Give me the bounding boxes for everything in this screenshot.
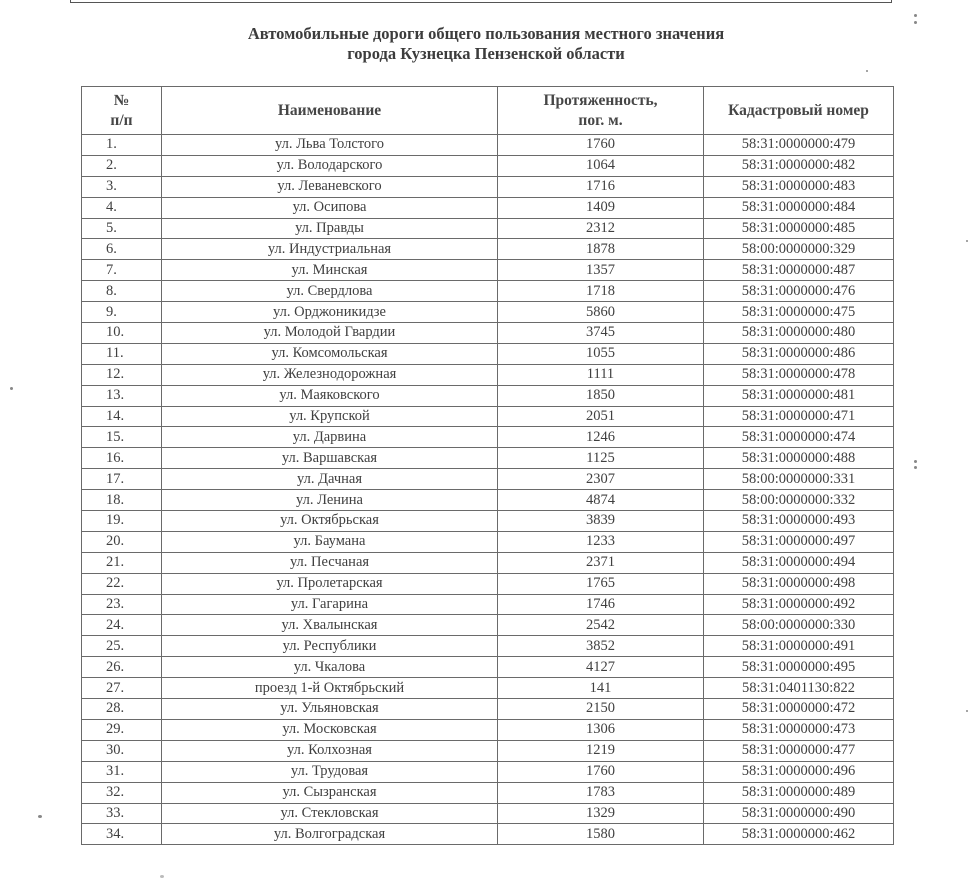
row-cadastral-number: 58:31:0000000:472: [704, 699, 894, 720]
row-road-name: ул. Орджоникидзе: [162, 302, 498, 323]
row-length: 2307: [498, 469, 704, 490]
row-number: 19.: [82, 511, 162, 532]
table-row: [82, 448, 894, 469]
header-length: Протяженность, пог. м.: [498, 87, 704, 135]
table-row: [82, 803, 894, 824]
row-length: 141: [498, 678, 704, 699]
row-cadastral-number: 58:31:0000000:483: [704, 176, 894, 197]
row-number: 4.: [82, 197, 162, 218]
row-length: 1111: [498, 364, 704, 385]
header-name: Наименование: [162, 87, 498, 135]
row-cadastral-number: 58:31:0000000:476: [704, 281, 894, 302]
row-cadastral-number: 58:31:0000000:498: [704, 573, 894, 594]
row-cadastral-number: 58:31:0000000:471: [704, 406, 894, 427]
row-road-name: ул. Октябрьская: [162, 511, 498, 532]
row-cadastral-number: 58:31:0000000:473: [704, 719, 894, 740]
row-road-name: ул. Хвалынская: [162, 615, 498, 636]
row-number: 25.: [82, 636, 162, 657]
row-number: 29.: [82, 719, 162, 740]
title-line-2: города Кузнецка Пензенской области: [347, 44, 625, 63]
row-road-name: ул. Варшавская: [162, 448, 498, 469]
row-road-name: ул. Колхозная: [162, 740, 498, 761]
row-number: 11.: [82, 343, 162, 364]
table-row: [82, 364, 894, 385]
row-cadastral-number: 58:00:0000000:332: [704, 490, 894, 511]
table-row: [82, 176, 894, 197]
row-length: 1878: [498, 239, 704, 260]
table-row: [82, 218, 894, 239]
row-cadastral-number: 58:31:0000000:492: [704, 594, 894, 615]
table-row: [82, 824, 894, 845]
row-cadastral-number: 58:31:0000000:486: [704, 343, 894, 364]
row-cadastral-number: 58:31:0000000:488: [704, 448, 894, 469]
row-road-name: ул. Сызранская: [162, 782, 498, 803]
scan-speck: [866, 70, 868, 72]
row-cadastral-number: 58:31:0000000:482: [704, 155, 894, 176]
row-length: 2150: [498, 699, 704, 720]
row-road-name: ул. Трудовая: [162, 761, 498, 782]
row-road-name: ул. Леваневского: [162, 176, 498, 197]
row-road-name: ул. Маяковского: [162, 385, 498, 406]
scan-speck: [914, 460, 917, 463]
row-number: 26.: [82, 657, 162, 678]
row-cadastral-number: 58:31:0401130:822: [704, 678, 894, 699]
table-row: [82, 594, 894, 615]
row-road-name: ул. Баумана: [162, 531, 498, 552]
row-road-name: ул. Песчаная: [162, 552, 498, 573]
row-cadastral-number: 58:31:0000000:477: [704, 740, 894, 761]
table-row: [82, 531, 894, 552]
row-length: 2312: [498, 218, 704, 239]
row-number: 30.: [82, 740, 162, 761]
row-number: 2.: [82, 155, 162, 176]
row-number: 21.: [82, 552, 162, 573]
scan-speck: [914, 466, 917, 469]
row-number: 14.: [82, 406, 162, 427]
roads-table: [81, 86, 894, 845]
table-row: [82, 552, 894, 573]
row-length: 1219: [498, 740, 704, 761]
table-header-row: [82, 87, 894, 135]
table-row: [82, 135, 894, 156]
table-row: [82, 343, 894, 364]
row-length: 2542: [498, 615, 704, 636]
row-road-name: ул. Ленина: [162, 490, 498, 511]
row-length: 1783: [498, 782, 704, 803]
row-road-name: проезд 1-й Октябрьский: [162, 678, 498, 699]
row-road-name: ул. Льва Толстого: [162, 135, 498, 156]
row-cadastral-number: 58:31:0000000:475: [704, 302, 894, 323]
row-length: 1306: [498, 719, 704, 740]
row-length: 1760: [498, 761, 704, 782]
row-cadastral-number: 58:31:0000000:493: [704, 511, 894, 532]
table-row: [82, 740, 894, 761]
row-number: 12.: [82, 364, 162, 385]
header-number: № п/п: [82, 87, 162, 135]
row-number: 3.: [82, 176, 162, 197]
row-number: 23.: [82, 594, 162, 615]
row-length: 2051: [498, 406, 704, 427]
row-road-name: ул. Индустриальная: [162, 239, 498, 260]
table-row: [82, 573, 894, 594]
row-number: 13.: [82, 385, 162, 406]
row-cadastral-number: 58:31:0000000:474: [704, 427, 894, 448]
row-length: 4874: [498, 490, 704, 511]
row-length: 2371: [498, 552, 704, 573]
table-body: [82, 135, 894, 845]
row-cadastral-number: 58:31:0000000:484: [704, 197, 894, 218]
document-title: [0, 24, 972, 64]
row-cadastral-number: 58:31:0000000:491: [704, 636, 894, 657]
row-number: 27.: [82, 678, 162, 699]
row-cadastral-number: 58:31:0000000:489: [704, 782, 894, 803]
table-row: [82, 699, 894, 720]
row-road-name: ул. Стекловская: [162, 803, 498, 824]
row-road-name: ул. Крупской: [162, 406, 498, 427]
row-road-name: ул. Правды: [162, 218, 498, 239]
row-road-name: ул. Ульяновская: [162, 699, 498, 720]
row-cadastral-number: 58:31:0000000:481: [704, 385, 894, 406]
table-row: [82, 615, 894, 636]
row-cadastral-number: 58:31:0000000:497: [704, 531, 894, 552]
row-number: 15.: [82, 427, 162, 448]
row-cadastral-number: 58:31:0000000:480: [704, 323, 894, 344]
row-length: 3852: [498, 636, 704, 657]
row-road-name: ул. Республики: [162, 636, 498, 657]
table-row: [82, 197, 894, 218]
table-row: [82, 469, 894, 490]
scan-speck: [160, 875, 164, 878]
row-length: 1125: [498, 448, 704, 469]
row-number: 8.: [82, 281, 162, 302]
row-number: 31.: [82, 761, 162, 782]
row-number: 32.: [82, 782, 162, 803]
scan-speck: [914, 14, 917, 17]
row-length: 1329: [498, 803, 704, 824]
table-row: [82, 385, 894, 406]
scan-speck: [966, 240, 968, 242]
row-number: 6.: [82, 239, 162, 260]
row-number: 22.: [82, 573, 162, 594]
row-number: 20.: [82, 531, 162, 552]
table-row: [82, 302, 894, 323]
row-cadastral-number: 58:00:0000000:329: [704, 239, 894, 260]
row-road-name: ул. Дарвина: [162, 427, 498, 448]
scan-speck: [10, 387, 13, 390]
row-road-name: ул. Московская: [162, 719, 498, 740]
row-length: 3745: [498, 323, 704, 344]
row-cadastral-number: 58:00:0000000:331: [704, 469, 894, 490]
row-number: 9.: [82, 302, 162, 323]
row-cadastral-number: 58:31:0000000:490: [704, 803, 894, 824]
row-length: 1850: [498, 385, 704, 406]
row-road-name: ул. Гагарина: [162, 594, 498, 615]
table-row: [82, 155, 894, 176]
row-length: 1580: [498, 824, 704, 845]
row-road-name: ул. Осипова: [162, 197, 498, 218]
table-row: [82, 406, 894, 427]
row-number: 18.: [82, 490, 162, 511]
row-cadastral-number: 58:31:0000000:495: [704, 657, 894, 678]
header-cadastral-number: Кадастровый номер: [704, 87, 894, 135]
table-row: [82, 782, 894, 803]
row-number: 5.: [82, 218, 162, 239]
row-cadastral-number: 58:31:0000000:485: [704, 218, 894, 239]
scan-speck: [914, 21, 917, 24]
row-length: 1246: [498, 427, 704, 448]
table-row: [82, 490, 894, 511]
row-number: 1.: [82, 135, 162, 156]
row-length: 1765: [498, 573, 704, 594]
table-row: [82, 260, 894, 281]
table-row: [82, 678, 894, 699]
row-length: 1357: [498, 260, 704, 281]
table-row: [82, 427, 894, 448]
row-length: 1055: [498, 343, 704, 364]
row-number: 28.: [82, 699, 162, 720]
row-road-name: ул. Свердлова: [162, 281, 498, 302]
row-number: 17.: [82, 469, 162, 490]
title-line-1: Автомобильные дороги общего пользования местного значения: [247, 24, 725, 43]
row-length: 1409: [498, 197, 704, 218]
row-road-name: ул. Комсомольская: [162, 343, 498, 364]
row-length: 4127: [498, 657, 704, 678]
table-row: [82, 636, 894, 657]
row-cadastral-number: 58:31:0000000:478: [704, 364, 894, 385]
row-number: 7.: [82, 260, 162, 281]
row-road-name: ул. Минская: [162, 260, 498, 281]
table-row: [82, 281, 894, 302]
scan-speck: [966, 710, 968, 712]
row-cadastral-number: 58:31:0000000:479: [704, 135, 894, 156]
scan-speck: [38, 815, 42, 818]
row-road-name: ул. Волгоградская: [162, 824, 498, 845]
row-road-name: ул. Молодой Гвардии: [162, 323, 498, 344]
row-road-name: ул. Володарского: [162, 155, 498, 176]
row-cadastral-number: 58:00:0000000:330: [704, 615, 894, 636]
row-number: 16.: [82, 448, 162, 469]
row-length: 5860: [498, 302, 704, 323]
row-number: 34.: [82, 824, 162, 845]
row-length: 1760: [498, 135, 704, 156]
row-length: 1718: [498, 281, 704, 302]
table-row: [82, 657, 894, 678]
table-row: [82, 511, 894, 532]
row-road-name: ул. Железнодорожная: [162, 364, 498, 385]
table-row: [82, 323, 894, 344]
table-row: [82, 719, 894, 740]
row-length: 1716: [498, 176, 704, 197]
row-length: 1064: [498, 155, 704, 176]
row-cadastral-number: 58:31:0000000:494: [704, 552, 894, 573]
row-number: 33.: [82, 803, 162, 824]
row-length: 1746: [498, 594, 704, 615]
row-cadastral-number: 58:31:0000000:462: [704, 824, 894, 845]
row-length: 1233: [498, 531, 704, 552]
row-cadastral-number: 58:31:0000000:496: [704, 761, 894, 782]
row-road-name: ул. Чкалова: [162, 657, 498, 678]
table-row: [82, 239, 894, 260]
row-cadastral-number: 58:31:0000000:487: [704, 260, 894, 281]
table-row: [82, 761, 894, 782]
row-number: 10.: [82, 323, 162, 344]
row-number: 24.: [82, 615, 162, 636]
previous-page-box-edge: [70, 0, 892, 3]
row-road-name: ул. Пролетарская: [162, 573, 498, 594]
row-length: 3839: [498, 511, 704, 532]
row-road-name: ул. Дачная: [162, 469, 498, 490]
